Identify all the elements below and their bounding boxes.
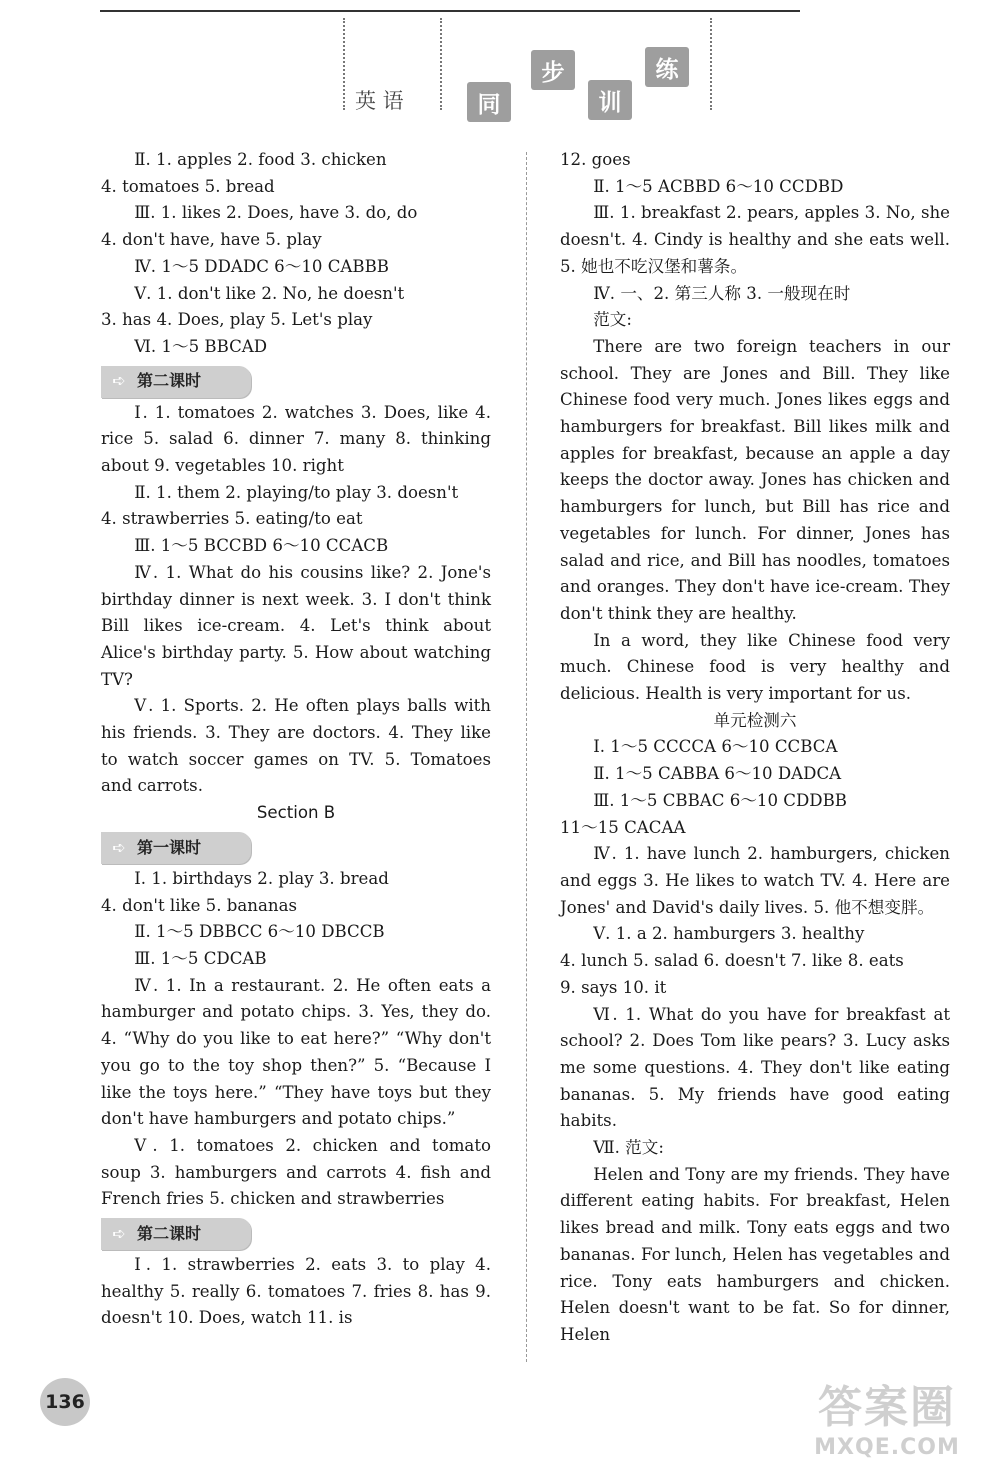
- column-divider: [526, 152, 527, 1362]
- answer-line: Ⅳ. 1. What do his cousins like? 2. Jone's birthday dinner is next week. 3. I don't think Bill likes ice-cream. 4. Let's think about Alice's birthday party. 5. How about watching TV?: [101, 562, 491, 689]
- answer-line: Ⅰ. 1. strawberries 2. eats 3. to play 4. healthy 5. really 6. tomatoes 7. fries 8. has 9. doesn't 10. Does, watch 11. is: [101, 1255, 491, 1328]
- header-subject: 英 语: [355, 89, 404, 113]
- answer-line: Ⅲ. 1. breakfast 2. pears, apples 3. No, she doesn't. 4. Cindy is healthy and she eats well. 5. 她也不吃汉堡和薯条。: [560, 203, 950, 276]
- header-divider: [440, 18, 442, 110]
- left-column: [101, 147, 491, 1332]
- header-series-char: 步: [531, 50, 575, 90]
- sample-essay: In a word, they like Chinese food very much. Chinese food is very healthy and delicious. Health is very important for us.: [560, 630, 950, 704]
- answer-line: Ⅲ. 1～5 BCCBD 6～10 CCACB: [134, 536, 389, 556]
- header-series-char: 练: [645, 47, 689, 87]
- header-divider: [710, 18, 712, 110]
- answer-line: Ⅴ. 1. tomatoes 2. chicken and tomato soup 3. hamburgers and carrots 4. fish and French fries 5. chicken and strawberries: [101, 1135, 491, 1209]
- section-title: Section B: [256, 803, 336, 823]
- arrow-icon: ➪: [112, 371, 126, 391]
- answer-line: 3. has 4. Does, play 5. Let's play: [101, 310, 373, 330]
- answer-line: Ⅴ. 1. don't like 2. No, he doesn't: [134, 283, 405, 303]
- page-number: 136: [40, 1378, 90, 1426]
- answer-line: Ⅰ. 1. birthdays 2. play 3. bread: [134, 868, 389, 888]
- arrow-icon: ➪: [112, 1223, 126, 1243]
- answer-line: Ⅱ. 1. them 2. playing/to play 3. doesn't: [134, 482, 459, 502]
- header-series-char: 同: [467, 82, 511, 122]
- answer-line: 4. don't like 5. bananas: [101, 895, 297, 915]
- answer-line: Ⅳ. 1. have lunch 2. hamburgers, chicken and eggs 3. He likes to watch TV. 4. Here are Jones' and David's daily lives. 5. 他不想变胖。: [560, 844, 950, 917]
- lesson-heading: ➪ 第二课时: [101, 1218, 251, 1250]
- answer-line: Ⅵ. 1～5 BBCAD: [134, 336, 268, 356]
- answer-line: Ⅰ. 1. tomatoes 2. watches 3. Does, like 4. rice 5. salad 6. dinner 7. many 8. thinking about 9. vegetables 10. right: [101, 402, 491, 476]
- answer-line: 11～15 CACAA: [560, 817, 686, 837]
- right-column: [560, 147, 950, 1349]
- lesson-heading: ➪ 第一课时: [101, 832, 251, 864]
- answer-line: Ⅱ. 1～5 ACBBD 6～10 CCDBD: [593, 176, 844, 196]
- arrow-icon: ➪: [112, 837, 126, 857]
- header-rule: [100, 10, 800, 12]
- answer-line: 4. don't have, have 5. play: [101, 230, 322, 250]
- lesson-heading: ➪ 第二课时: [101, 366, 251, 398]
- answer-line: Ⅴ. 1. Sports. 2. He often plays balls with his friends. 3. They are doctors. 4. They like to watch soccer games on TV. 5. Tomatoes and carrots.: [101, 696, 491, 796]
- sample-essay: Helen and Tony are my friends. They have different eating habits. For breakfast, Helen likes bread and milk. Tony eats eggs and two bananas. For lunch, Helen has vegetables and rice. Tony eats hamburgers and chicken. Helen doesn't want to be fat. So for dinner, Helen: [560, 1164, 950, 1344]
- answer-line: Ⅶ. 范文:: [593, 1138, 664, 1158]
- answer-line: 9. says 10. it: [560, 977, 667, 997]
- header-series-char: 训: [588, 80, 632, 120]
- answer-line: Ⅳ. 1. In a restaurant. 2. He often eats a hamburger and potato chips. 3. Yes, they do. 4. “Why do you like to eat here?” “Why don't you go to the toy shop then?” 5. “Because I like the toys here.” “They have toys but they don't have hamburgers and potato chips.”: [101, 975, 491, 1129]
- answer-line: Ⅲ. 1. likes 2. Does, have 3. do, do: [134, 203, 418, 223]
- answer-line: Ⅴ. 1. a 2. hamburgers 3. healthy: [593, 924, 865, 944]
- answer-line: 4. tomatoes 5. bread: [101, 176, 275, 196]
- unit-test-title: 单元检测六: [713, 710, 797, 730]
- answer-line: Ⅱ. 1. apples 2. food 3. chicken: [134, 150, 387, 169]
- answer-line: 12. goes: [560, 150, 631, 169]
- header-divider: [343, 18, 345, 110]
- sample-essay: There are two foreign teachers in our school. They are Jones and Bill. They like Chinese food very much. Jones likes eggs and hamburgers for breakfast. Bill likes milk and apples for breakfast, because an apple a day keeps the doctor away. Jones has chicken and hamburgers for lunch, but Bill has rice and vegetables for lunch. For dinner, Jones has salad and rice, and Bill has noodles, tomatoes and oranges. They don't have ice-cream. They don't think they are healthy.: [560, 336, 950, 623]
- answer-line: 4. lunch 5. salad 6. doesn't 7. like 8. eats: [560, 951, 904, 971]
- answer-line: Ⅵ. 1. What do you have for breakfast at school? 2. Does Tom like pears? 3. Lucy asks me some questions. 4. They don't like eating bananas. 5. My friends have good eating habits.: [560, 1004, 950, 1131]
- answer-line: Ⅳ. 一、2. 第三人称 3. 一般现在时: [593, 283, 851, 303]
- answer-line: Ⅰ. 1～5 CCCCA 6～10 CCBCA: [593, 737, 838, 757]
- answer-line: Ⅲ. 1～5 CBBAC 6～10 CDDBB: [593, 790, 847, 810]
- answer-line: Ⅲ. 1～5 CDCAB: [134, 948, 267, 968]
- answer-line: 范文:: [593, 310, 632, 330]
- answer-line: Ⅱ. 1～5 DBBCC 6～10 DBCCB: [134, 922, 385, 942]
- answer-line: Ⅱ. 1～5 CABBA 6～10 DADCA: [593, 764, 842, 784]
- answer-line: Ⅳ. 1～5 DDADC 6～10 CABBB: [134, 256, 389, 276]
- answer-line: 4. strawberries 5. eating/to eat: [101, 509, 363, 529]
- watermark-logo: 答案圈 MXQE.COM: [814, 1382, 960, 1460]
